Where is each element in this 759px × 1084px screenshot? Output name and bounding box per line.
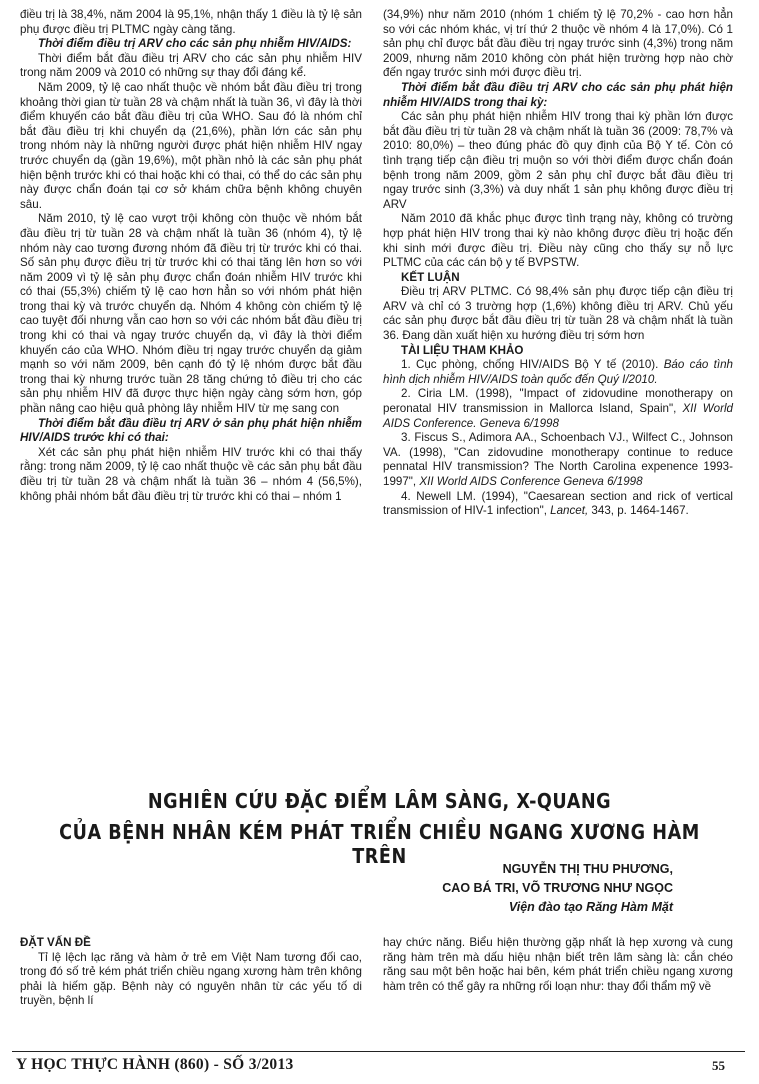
section-heading-references: TÀI LIỆU THAM KHẢO bbox=[401, 343, 524, 357]
intro-right-column bbox=[383, 936, 733, 994]
subheading: Thời điểm bắt đầu điều trị ARV cho các sản phụ phát hiện nhiễm HIV/AIDS trong thai kỳ: bbox=[383, 80, 733, 109]
reference-item: 4. Newell LM. (1994), "Caesarean section and rick of vertical transmission of HIV-1 infeсtion", Lancet, 343, p. 1464-1467. bbox=[383, 489, 733, 518]
page-number: 55 bbox=[712, 1058, 725, 1073]
paragraph: Năm 2010 đã khắc phục được tình trạng này, không có trường hợp phát hiện HIV trong thai kỳ nào không được điều trị hoặc đến khi sinh mới được điều trị. Điều này cũng cho thấy sự nỗ lực PLTMC của các cán bộ y tế BVPSTW. bbox=[383, 212, 733, 270]
author-line-1: NGUYỄN THỊ THU PHƯƠNG, bbox=[502, 862, 673, 876]
paragraph: Xét các sản phụ phát hiện nhiễm HIV trước khi có thai thấy rằng: trong năm 2009, tỷ lệ cao nhất thuộc về các sản phụ bắt đầu điều trị từ tuần 28 và chậm nhất là tuần 36 – nhóm 4 (56,5%), không phải nhóm bắt đầu điều trị từ trước khi có thai – nhóm 1 bbox=[20, 445, 362, 503]
footer-rule bbox=[12, 1051, 745, 1052]
section-heading-conclusion: KẾT LUẬN bbox=[401, 270, 460, 284]
reference-item: 2. Ciria LM. (1998), "Impact of zidovudine monotherapy on peronatal HIV transmission in Mallorca Island, Spain", XII World AIDS Conference. Geneva 6/1998 bbox=[383, 387, 733, 430]
reference-item: 1. Cục phòng, chống HIV/AIDS Bộ Y tế (2010). Báo cáo tình hình dịch nhiễm HIV/AIDS toàn quốc đến Quý I/2010. bbox=[383, 358, 733, 386]
paragraph: Điều trị ARV PLTMC. Có 98,4% sản phụ được tiếp cận điều trị ARV và chỉ có 3 trường hợp (1,6%) không điều trị ARV. Chủ yếu các sản phụ được bắt đầu điều trị từ tuần 28 và chậm nhất là tuần 36. Đang dần xuất hiện xu hướng điều trị sớm hơn bbox=[383, 285, 733, 343]
journal-footer: Y HỌC THỰC HÀNH (860) - SỐ 3/2013 bbox=[16, 1056, 294, 1073]
section-heading-introduction: ĐẶT VẤN ĐỀ bbox=[20, 936, 91, 949]
article-title-line-2: CỦA BỆNH NHÂN KÉM PHÁT TRIỂN CHIỀU NGANG XƯƠNG HÀM TRÊN bbox=[59, 820, 700, 868]
paragraph: hay chức năng. Biểu hiện thường gặp nhất là hẹp xương và cung răng hàm trên mà dấu hiệu nhận biết trên lâm sàng là: cắn chéo răng sau một bên hoặc hai bên, kém phát triển chiều ngang xương hàm trên có thể gây ra những rối loạn như: thay đổi thẩm mỹ về bbox=[383, 936, 733, 993]
paragraph: Năm 2009, tỷ lệ cao nhất thuộc về nhóm bắt đầu điều trị trong khoảng thời gian từ tuần 28 và chậm nhất là tuần 36, vì đây là thời điểm khuyến cáo bắt đầu điều trị của WHO. Sau đó là nhóm chỉ bắt đầu điều trị khi chuyển dạ (21,6%), phần lớn các sản phụ trong nhóm này là những người được phát hiện nhiễm HIV ngay trước chuyển dạ (gần 19,6%), một phần nhỏ là các sản phụ phát hiện bệnh trước khi có thai hoặc khi có thai, có thể do các sản phụ này được chẩn đoán tại cơ sở khám chữa bệnh không chuyên sâu. bbox=[20, 80, 363, 211]
subheading: Thời điểm điều trị ARV cho các sản phụ nhiễm HIV/AIDS: bbox=[38, 37, 352, 51]
reference-item: 3. Fiscus S., Adimora AA., Schoenbach VJ., Wilfect C., Johnson VA. (1998), "Can zidovudine monotherapy continue to reduce pennatal HIV transmission? The North Carolina expenence 1993-1997", XII World AIDS Conference Geneva 6/1998 bbox=[383, 431, 733, 488]
left-column bbox=[20, 8, 362, 504]
subheading: Thời điểm bắt đầu điều trị ARV ở sản phụ phát hiện nhiễm HIV/AIDS trước khi có thai: bbox=[20, 416, 362, 445]
paragraph: điều trị là 38,4%, năm 2004 là 95,1%, nhận thấy 1 điều là tỷ lệ sản phụ được điều trị PLTMC ngày càng tăng. bbox=[20, 8, 362, 36]
affiliation: Viện đào tạo Răng Hàm Mặt bbox=[508, 900, 673, 914]
paragraph: (34,9%) như năm 2010 (nhóm 1 chiếm tỷ lệ 70,2% - cao hơn hẳn so với các nhóm khác, vị trí thứ 2 thuộc về nhóm 4 là 17,0%). Có 1 sản phụ chỉ được bắt đầu điều trị ngay trước sinh (4,3%) trong năm 2009, nhưng năm 2010 không còn phát hiện trường hợp nào chờ đến ngay trước sinh mới được điều trị. bbox=[383, 8, 733, 80]
paragraph: Thời điểm bắt đầu điều trị ARV cho các sản phụ nhiễm HIV trong năm 2009 và 2010 có những sự thay đổi đáng kể. bbox=[20, 51, 362, 80]
right-column bbox=[383, 8, 733, 519]
paragraph: Năm 2010, tỷ lệ cao vượt trội không còn thuộc về nhóm bắt đầu điều trị từ tuần 28 và chậm nhất là tuần 36 (nhóm 4), tỷ lệ nhóm này cao tương đương nhóm đã điều trị từ trước khi có thai. Số sản phụ được điều trị từ trước khi có thai tăng lên hơn so với năm 2009 vì tỷ lệ sản phụ được chẩn đoán nhiễm HIV trước khi có thai (55,3%) chiếm tỷ lệ cao hơn hẳn so với nhóm phát hiện trong thai kỳ và trước chuyển dạ. Nhóm 4 không còn chiếm tỷ lệ cao tuyệt đối nhưng vẫn cao hơn so với các nhóm bắt đầu điều trị trong khi có thai và ngay trước chuyển dạ, vì đây là thời điểm khuyến cáo của WHO. Nhóm điều trị ngay trước chuyển dạ giảm mạnh so với năm 2009, bên cạnh đó tỷ lệ nhóm được bắt đầu trong thai kỳ nhưng trước tuần 28 tăng chứng tỏ điều trị cho các sản phụ nhiễm HIV đã được thực hiện ngày càng sớm hơn, góp phần nâng cao hiệu quả phòng lây nhiễm HIV từ mẹ sang con bbox=[20, 212, 362, 416]
intro-left-column bbox=[20, 936, 362, 1009]
article-title-line-1: NGHIÊN CỨU ĐẶC ĐIỂM LÂM SÀNG, X-QUANG bbox=[147, 789, 612, 813]
paragraph: Tỉ lệ lệch lạc răng và hàm ở trẻ em Việt Nam tương đối cao, trong đó số trẻ kém phát triển chiều ngang xương hàm trên không phải là hiếm gặp. Bệnh này có nguyên nhân từ các yếu tố di truyền, bệnh lí bbox=[20, 950, 362, 1008]
author-line-2: CAO BÁ TRI, VÕ TRƯƠNG NHƯ NGỌC bbox=[442, 881, 673, 895]
paragraph: Các sản phụ phát hiện nhiễm HIV trong thai kỳ phần lớn được bắt đầu điều trị từ tuần 28 và chậm nhất là tuần 36 (2009: 78,7% và 2010: 80,0%) – theo đúng phác đồ quy định của Bộ Y tế. Còn có tình trạng tiếp cận điều trị muộn so với thời điểm được chẩn đoán bệnh trong năm 2009, gồm 2 sản phụ chỉ được bắt đầu điều trị ngay trước sinh (3,3%) và duy nhất 1 sản phụ không được điều trị ARV bbox=[383, 110, 733, 211]
